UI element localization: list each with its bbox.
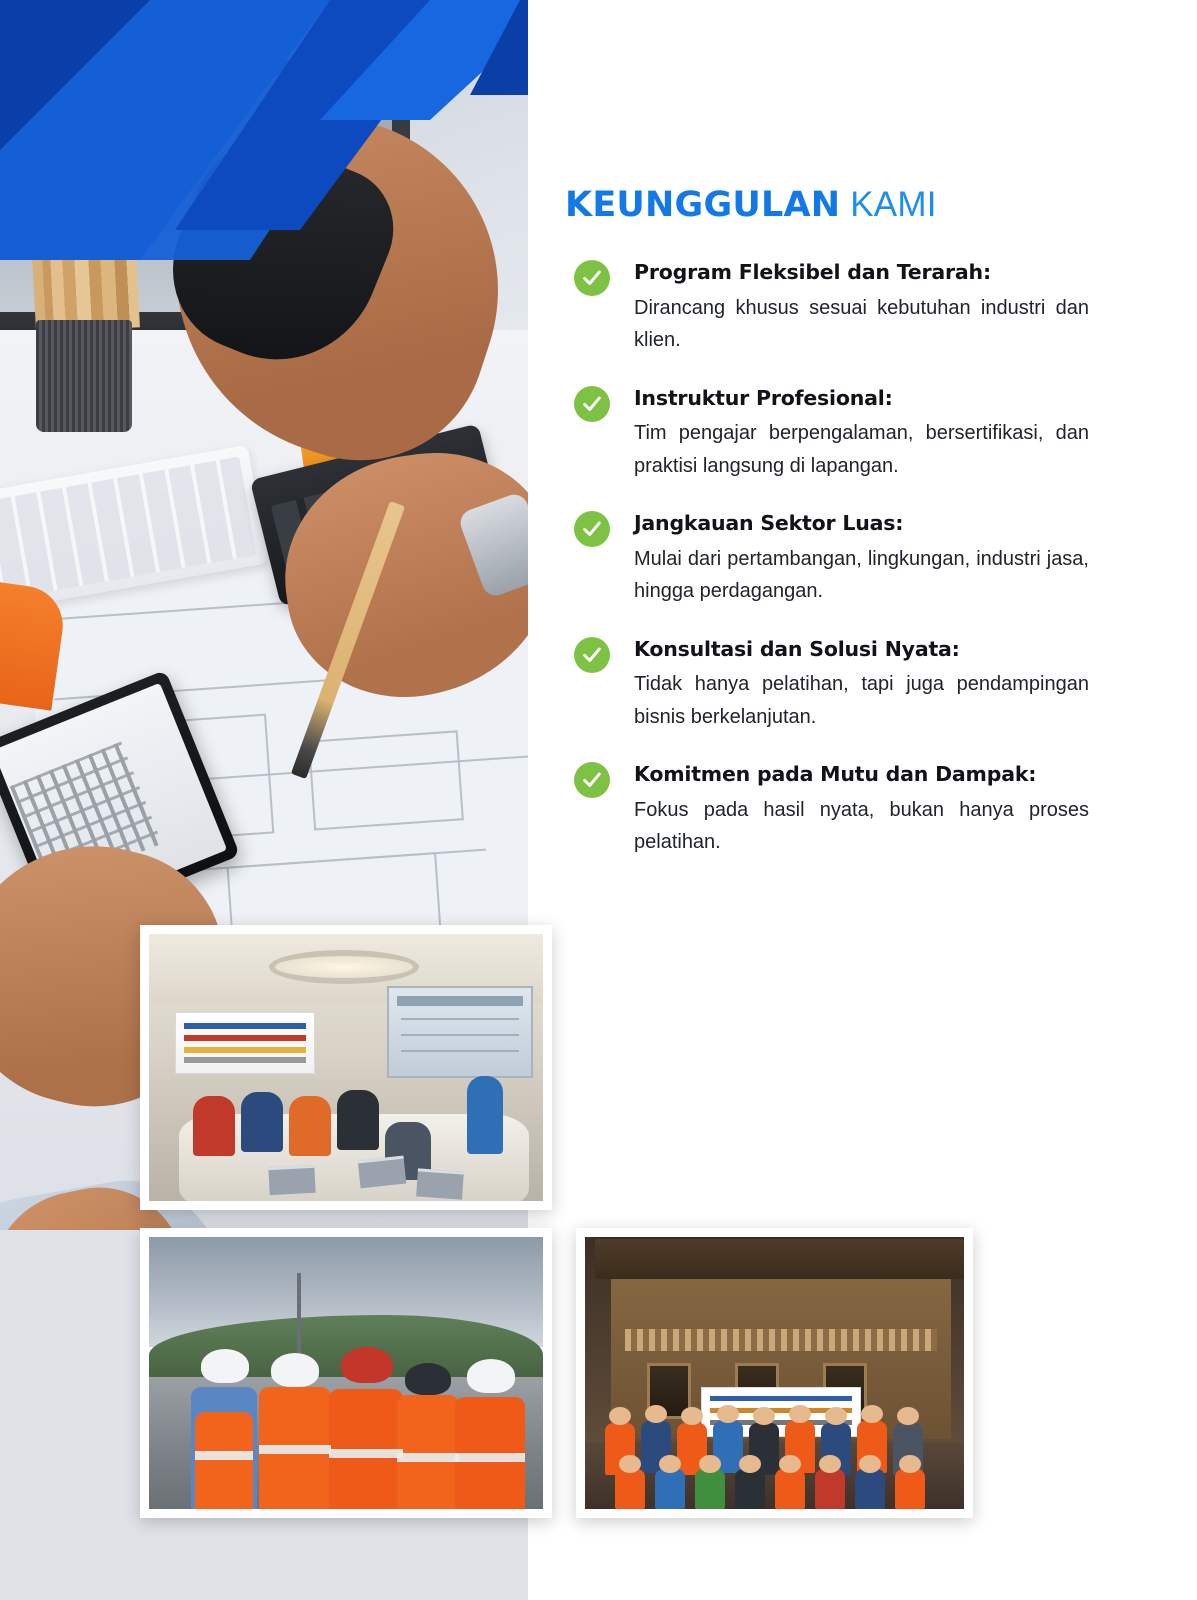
group-photo-wooden-building: [576, 1228, 973, 1518]
check-circle-icon: [574, 260, 610, 296]
check-circle-icon: [574, 386, 610, 422]
check-circle-icon: [574, 511, 610, 547]
list-item-body: Mulai dari pertambangan, lingkungan, industri jasa, hingga perdagangan.: [634, 547, 1089, 603]
list-item-title: Jangkauan Sektor Luas:: [634, 511, 904, 535]
list-item: [566, 635, 1126, 734]
list-item-title: Instruktur Profesional:: [634, 385, 893, 410]
list-item: [566, 384, 1126, 483]
list-item-body: Dirancang khusus sesuai kebutuhan industri dan klien.: [634, 296, 1089, 352]
page-title: [565, 185, 937, 225]
list-item-body: Tidak hanya pelatihan, tapi juga pendampingan bisnis berkelanjutan.: [634, 673, 1089, 728]
meeting-room-photo: [140, 925, 552, 1210]
list-item: [566, 509, 1126, 608]
list-item-title: Komitmen pada Mutu dan Dampak:: [634, 762, 1037, 786]
field-workers-photo: [140, 1228, 552, 1518]
check-circle-icon: [574, 637, 610, 673]
pencil-cup-shape: [36, 320, 132, 432]
list-item: [566, 258, 1126, 357]
page-title-light: KAMI: [850, 185, 937, 224]
check-circle-icon: [574, 762, 610, 798]
page-title-bold: KEUNGGULAN: [565, 185, 841, 225]
list-item-title: Program Fleksibel dan Terarah:: [634, 260, 991, 284]
list-item-body: Tim pengajar berpengalaman, bersertifikasi, dan praktisi langsung di lapangan.: [634, 422, 1089, 477]
list-item-title: Konsultasi dan Solusi Nyata:: [634, 636, 960, 661]
list-item-body: Fokus pada hasil nyata, bukan hanya proses pelatihan.: [634, 798, 1089, 854]
list-item: [566, 760, 1126, 859]
advantages-list: [566, 258, 1126, 886]
